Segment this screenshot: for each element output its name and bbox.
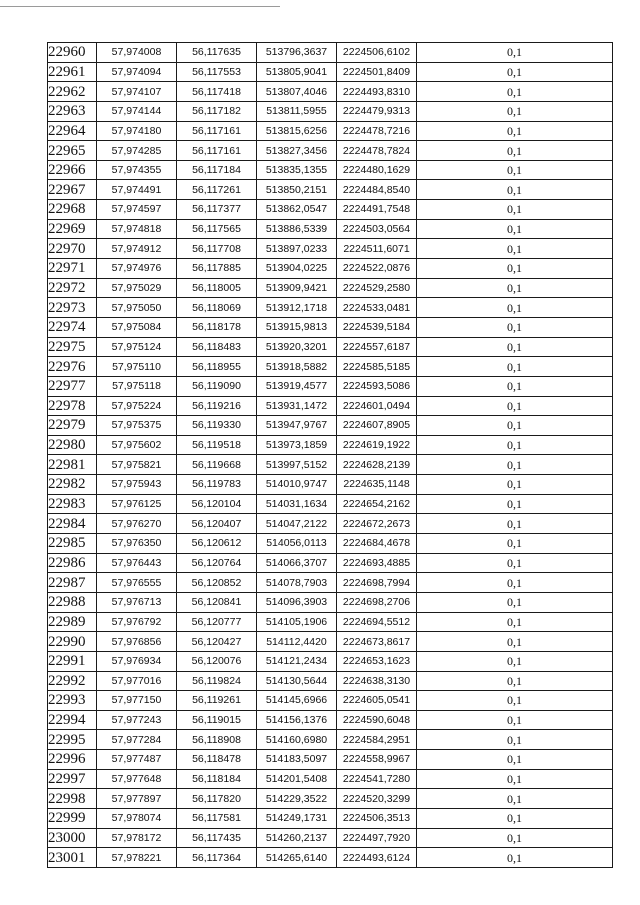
x-coordinate-cell: 514130,5644 xyxy=(257,671,337,691)
accuracy-cell: 0,1 xyxy=(417,710,613,730)
latitude-cell: 57,977150 xyxy=(97,691,177,711)
y-coordinate-cell: 2224522,0876 xyxy=(337,259,417,279)
latitude-cell: 57,974144 xyxy=(97,101,177,121)
longitude-cell: 56,119518 xyxy=(177,435,257,455)
point-number-cell: 22976 xyxy=(48,357,97,377)
longitude-cell: 56,117377 xyxy=(177,200,257,220)
table-row xyxy=(48,416,613,436)
accuracy-cell: 0,1 xyxy=(417,475,613,495)
point-number-cell: 22979 xyxy=(48,416,97,436)
x-coordinate-cell: 514229,3522 xyxy=(257,789,337,809)
x-coordinate-cell: 513796,3637 xyxy=(257,43,337,63)
latitude-cell: 57,975050 xyxy=(97,298,177,318)
longitude-cell: 56,117635 xyxy=(177,43,257,63)
coordinates-table-body xyxy=(48,43,613,868)
accuracy-cell: 0,1 xyxy=(417,376,613,396)
table-row xyxy=(48,200,613,220)
accuracy-cell: 0,1 xyxy=(417,219,613,239)
point-number-cell: 22988 xyxy=(48,592,97,612)
x-coordinate-cell: 513997,5152 xyxy=(257,455,337,475)
y-coordinate-cell: 2224605,0541 xyxy=(337,691,417,711)
accuracy-cell: 0,1 xyxy=(417,357,613,377)
point-number-cell: 22981 xyxy=(48,455,97,475)
y-coordinate-cell: 2224584,2951 xyxy=(337,730,417,750)
coordinates-table xyxy=(47,42,613,868)
longitude-cell: 56,117364 xyxy=(177,848,257,868)
x-coordinate-cell: 514249,1731 xyxy=(257,808,337,828)
latitude-cell: 57,975110 xyxy=(97,357,177,377)
accuracy-cell: 0,1 xyxy=(417,592,613,612)
x-coordinate-cell: 513897,0233 xyxy=(257,239,337,259)
accuracy-cell: 0,1 xyxy=(417,612,613,632)
longitude-cell: 56,117184 xyxy=(177,160,257,180)
x-coordinate-cell: 513827,3456 xyxy=(257,141,337,161)
longitude-cell: 56,120427 xyxy=(177,632,257,652)
y-coordinate-cell: 2224698,7994 xyxy=(337,573,417,593)
longitude-cell: 56,117565 xyxy=(177,219,257,239)
point-number-cell: 22978 xyxy=(48,396,97,416)
table-row xyxy=(48,376,613,396)
longitude-cell: 56,118908 xyxy=(177,730,257,750)
longitude-cell: 56,120841 xyxy=(177,592,257,612)
point-number-cell: 23001 xyxy=(48,848,97,868)
table-row xyxy=(48,671,613,691)
y-coordinate-cell: 2224694,5512 xyxy=(337,612,417,632)
latitude-cell: 57,975124 xyxy=(97,337,177,357)
table-row xyxy=(48,278,613,298)
accuracy-cell: 0,1 xyxy=(417,239,613,259)
table-row xyxy=(48,514,613,534)
latitude-cell: 57,976270 xyxy=(97,514,177,534)
table-row xyxy=(48,691,613,711)
y-coordinate-cell: 2224480,1629 xyxy=(337,160,417,180)
x-coordinate-cell: 514183,5097 xyxy=(257,750,337,770)
accuracy-cell: 0,1 xyxy=(417,730,613,750)
x-coordinate-cell: 514121,2434 xyxy=(257,651,337,671)
x-coordinate-cell: 514056,0113 xyxy=(257,534,337,554)
latitude-cell: 57,978074 xyxy=(97,808,177,828)
longitude-cell: 56,117418 xyxy=(177,82,257,102)
accuracy-cell: 0,1 xyxy=(417,416,613,436)
point-number-cell: 22975 xyxy=(48,337,97,357)
latitude-cell: 57,978221 xyxy=(97,848,177,868)
table-row xyxy=(48,141,613,161)
x-coordinate-cell: 514201,5408 xyxy=(257,769,337,789)
y-coordinate-cell: 2224491,7548 xyxy=(337,200,417,220)
accuracy-cell: 0,1 xyxy=(417,671,613,691)
y-coordinate-cell: 2224539,5184 xyxy=(337,317,417,337)
accuracy-cell: 0,1 xyxy=(417,750,613,770)
point-number-cell: 22982 xyxy=(48,475,97,495)
y-coordinate-cell: 2224628,2139 xyxy=(337,455,417,475)
table-row xyxy=(48,396,613,416)
table-row xyxy=(48,573,613,593)
accuracy-cell: 0,1 xyxy=(417,317,613,337)
latitude-cell: 57,975943 xyxy=(97,475,177,495)
longitude-cell: 56,117885 xyxy=(177,259,257,279)
table-row xyxy=(48,750,613,770)
accuracy-cell: 0,1 xyxy=(417,494,613,514)
y-coordinate-cell: 2224497,7920 xyxy=(337,828,417,848)
accuracy-cell: 0,1 xyxy=(417,82,613,102)
point-number-cell: 22999 xyxy=(48,808,97,828)
accuracy-cell: 0,1 xyxy=(417,553,613,573)
x-coordinate-cell: 513835,1355 xyxy=(257,160,337,180)
y-coordinate-cell: 2224693,4885 xyxy=(337,553,417,573)
latitude-cell: 57,977897 xyxy=(97,789,177,809)
point-number-cell: 22960 xyxy=(48,43,97,63)
y-coordinate-cell: 2224478,7216 xyxy=(337,121,417,141)
x-coordinate-cell: 514031,1634 xyxy=(257,494,337,514)
x-coordinate-cell: 514112,4420 xyxy=(257,632,337,652)
point-number-cell: 22970 xyxy=(48,239,97,259)
table-row xyxy=(48,848,613,868)
table-row xyxy=(48,710,613,730)
x-coordinate-cell: 514010,9747 xyxy=(257,475,337,495)
x-coordinate-cell: 514096,3903 xyxy=(257,592,337,612)
point-number-cell: 22983 xyxy=(48,494,97,514)
y-coordinate-cell: 2224529,2580 xyxy=(337,278,417,298)
table-row xyxy=(48,612,613,632)
latitude-cell: 57,976555 xyxy=(97,573,177,593)
x-coordinate-cell: 513811,5955 xyxy=(257,101,337,121)
longitude-cell: 56,120104 xyxy=(177,494,257,514)
latitude-cell: 57,977648 xyxy=(97,769,177,789)
latitude-cell: 57,974180 xyxy=(97,121,177,141)
point-number-cell: 22989 xyxy=(48,612,97,632)
y-coordinate-cell: 2224484,8540 xyxy=(337,180,417,200)
accuracy-cell: 0,1 xyxy=(417,298,613,318)
longitude-cell: 56,117553 xyxy=(177,62,257,82)
table-row xyxy=(48,62,613,82)
point-number-cell: 22991 xyxy=(48,651,97,671)
y-coordinate-cell: 2224684,4678 xyxy=(337,534,417,554)
table-row xyxy=(48,475,613,495)
accuracy-cell: 0,1 xyxy=(417,337,613,357)
table-row xyxy=(48,435,613,455)
latitude-cell: 57,976934 xyxy=(97,651,177,671)
point-number-cell: 22984 xyxy=(48,514,97,534)
longitude-cell: 56,118483 xyxy=(177,337,257,357)
y-coordinate-cell: 2224493,8310 xyxy=(337,82,417,102)
x-coordinate-cell: 513807,4046 xyxy=(257,82,337,102)
accuracy-cell: 0,1 xyxy=(417,789,613,809)
accuracy-cell: 0,1 xyxy=(417,101,613,121)
accuracy-cell: 0,1 xyxy=(417,455,613,475)
latitude-cell: 57,974912 xyxy=(97,239,177,259)
accuracy-cell: 0,1 xyxy=(417,396,613,416)
latitude-cell: 57,974285 xyxy=(97,141,177,161)
accuracy-cell: 0,1 xyxy=(417,160,613,180)
table-row xyxy=(48,534,613,554)
accuracy-cell: 0,1 xyxy=(417,808,613,828)
latitude-cell: 57,975118 xyxy=(97,376,177,396)
point-number-cell: 22969 xyxy=(48,219,97,239)
latitude-cell: 57,975029 xyxy=(97,278,177,298)
accuracy-cell: 0,1 xyxy=(417,632,613,652)
table-row xyxy=(48,337,613,357)
longitude-cell: 56,118184 xyxy=(177,769,257,789)
latitude-cell: 57,976856 xyxy=(97,632,177,652)
table-row xyxy=(48,180,613,200)
x-coordinate-cell: 513850,2151 xyxy=(257,180,337,200)
longitude-cell: 56,120764 xyxy=(177,553,257,573)
x-coordinate-cell: 513909,9421 xyxy=(257,278,337,298)
longitude-cell: 56,119668 xyxy=(177,455,257,475)
table-row xyxy=(48,43,613,63)
latitude-cell: 57,977016 xyxy=(97,671,177,691)
table-row xyxy=(48,828,613,848)
latitude-cell: 57,975375 xyxy=(97,416,177,436)
y-coordinate-cell: 2224585,5185 xyxy=(337,357,417,377)
accuracy-cell: 0,1 xyxy=(417,141,613,161)
y-coordinate-cell: 2224673,8617 xyxy=(337,632,417,652)
point-number-cell: 22977 xyxy=(48,376,97,396)
x-coordinate-cell: 514105,1906 xyxy=(257,612,337,632)
table-row xyxy=(48,101,613,121)
longitude-cell: 56,118955 xyxy=(177,357,257,377)
x-coordinate-cell: 513912,1718 xyxy=(257,298,337,318)
latitude-cell: 57,978172 xyxy=(97,828,177,848)
point-number-cell: 22968 xyxy=(48,200,97,220)
accuracy-cell: 0,1 xyxy=(417,43,613,63)
latitude-cell: 57,974094 xyxy=(97,62,177,82)
y-coordinate-cell: 2224506,6102 xyxy=(337,43,417,63)
y-coordinate-cell: 2224511,6071 xyxy=(337,239,417,259)
y-coordinate-cell: 2224607,8905 xyxy=(337,416,417,436)
latitude-cell: 57,977284 xyxy=(97,730,177,750)
table-row xyxy=(48,259,613,279)
latitude-cell: 57,974355 xyxy=(97,160,177,180)
y-coordinate-cell: 2224520,3299 xyxy=(337,789,417,809)
accuracy-cell: 0,1 xyxy=(417,691,613,711)
longitude-cell: 56,119824 xyxy=(177,671,257,691)
table-row xyxy=(48,808,613,828)
longitude-cell: 56,117182 xyxy=(177,101,257,121)
point-number-cell: 22986 xyxy=(48,553,97,573)
accuracy-cell: 0,1 xyxy=(417,62,613,82)
latitude-cell: 57,977243 xyxy=(97,710,177,730)
x-coordinate-cell: 514265,6140 xyxy=(257,848,337,868)
longitude-cell: 56,118069 xyxy=(177,298,257,318)
accuracy-cell: 0,1 xyxy=(417,651,613,671)
longitude-cell: 56,118178 xyxy=(177,317,257,337)
table-row xyxy=(48,494,613,514)
accuracy-cell: 0,1 xyxy=(417,848,613,868)
latitude-cell: 57,974008 xyxy=(97,43,177,63)
point-number-cell: 22971 xyxy=(48,259,97,279)
y-coordinate-cell: 2224653,1623 xyxy=(337,651,417,671)
x-coordinate-cell: 513973,1859 xyxy=(257,435,337,455)
accuracy-cell: 0,1 xyxy=(417,200,613,220)
point-number-cell: 22992 xyxy=(48,671,97,691)
table-row xyxy=(48,219,613,239)
x-coordinate-cell: 514156,1376 xyxy=(257,710,337,730)
longitude-cell: 56,118005 xyxy=(177,278,257,298)
point-number-cell: 22966 xyxy=(48,160,97,180)
y-coordinate-cell: 2224590,6048 xyxy=(337,710,417,730)
top-divider xyxy=(0,6,280,7)
table-row xyxy=(48,592,613,612)
y-coordinate-cell: 2224558,9967 xyxy=(337,750,417,770)
table-row xyxy=(48,553,613,573)
point-number-cell: 22998 xyxy=(48,789,97,809)
point-number-cell: 22972 xyxy=(48,278,97,298)
accuracy-cell: 0,1 xyxy=(417,828,613,848)
table-row xyxy=(48,651,613,671)
x-coordinate-cell: 513920,3201 xyxy=(257,337,337,357)
accuracy-cell: 0,1 xyxy=(417,534,613,554)
x-coordinate-cell: 513886,5339 xyxy=(257,219,337,239)
table-row xyxy=(48,317,613,337)
latitude-cell: 57,974976 xyxy=(97,259,177,279)
y-coordinate-cell: 2224635,1148 xyxy=(337,475,417,495)
latitude-cell: 57,974491 xyxy=(97,180,177,200)
accuracy-cell: 0,1 xyxy=(417,180,613,200)
point-number-cell: 22964 xyxy=(48,121,97,141)
accuracy-cell: 0,1 xyxy=(417,769,613,789)
table-row xyxy=(48,632,613,652)
longitude-cell: 56,117435 xyxy=(177,828,257,848)
point-number-cell: 23000 xyxy=(48,828,97,848)
y-coordinate-cell: 2224541,7280 xyxy=(337,769,417,789)
longitude-cell: 56,120852 xyxy=(177,573,257,593)
latitude-cell: 57,975821 xyxy=(97,455,177,475)
longitude-cell: 56,119783 xyxy=(177,475,257,495)
point-number-cell: 22973 xyxy=(48,298,97,318)
longitude-cell: 56,117581 xyxy=(177,808,257,828)
table-row xyxy=(48,789,613,809)
y-coordinate-cell: 2224557,6187 xyxy=(337,337,417,357)
x-coordinate-cell: 513918,5882 xyxy=(257,357,337,377)
longitude-cell: 56,120407 xyxy=(177,514,257,534)
table-row xyxy=(48,121,613,141)
y-coordinate-cell: 2224593,5086 xyxy=(337,376,417,396)
longitude-cell: 56,119330 xyxy=(177,416,257,436)
longitude-cell: 56,117820 xyxy=(177,789,257,809)
point-number-cell: 22995 xyxy=(48,730,97,750)
y-coordinate-cell: 2224506,3513 xyxy=(337,808,417,828)
y-coordinate-cell: 2224698,2706 xyxy=(337,592,417,612)
latitude-cell: 57,975602 xyxy=(97,435,177,455)
longitude-cell: 56,119090 xyxy=(177,376,257,396)
accuracy-cell: 0,1 xyxy=(417,278,613,298)
x-coordinate-cell: 513947,9767 xyxy=(257,416,337,436)
table-row xyxy=(48,455,613,475)
table-row xyxy=(48,239,613,259)
y-coordinate-cell: 2224479,9313 xyxy=(337,101,417,121)
longitude-cell: 56,120612 xyxy=(177,534,257,554)
x-coordinate-cell: 514260,2137 xyxy=(257,828,337,848)
latitude-cell: 57,975224 xyxy=(97,396,177,416)
x-coordinate-cell: 513862,0547 xyxy=(257,200,337,220)
longitude-cell: 56,119015 xyxy=(177,710,257,730)
longitude-cell: 56,118478 xyxy=(177,750,257,770)
y-coordinate-cell: 2224601,0494 xyxy=(337,396,417,416)
x-coordinate-cell: 514066,3707 xyxy=(257,553,337,573)
latitude-cell: 57,976350 xyxy=(97,534,177,554)
point-number-cell: 22962 xyxy=(48,82,97,102)
longitude-cell: 56,119261 xyxy=(177,691,257,711)
y-coordinate-cell: 2224478,7824 xyxy=(337,141,417,161)
x-coordinate-cell: 513919,4577 xyxy=(257,376,337,396)
longitude-cell: 56,117161 xyxy=(177,121,257,141)
latitude-cell: 57,975084 xyxy=(97,317,177,337)
accuracy-cell: 0,1 xyxy=(417,121,613,141)
y-coordinate-cell: 2224533,0481 xyxy=(337,298,417,318)
accuracy-cell: 0,1 xyxy=(417,573,613,593)
longitude-cell: 56,117708 xyxy=(177,239,257,259)
y-coordinate-cell: 2224503,0564 xyxy=(337,219,417,239)
x-coordinate-cell: 513915,9813 xyxy=(257,317,337,337)
table-row xyxy=(48,357,613,377)
longitude-cell: 56,119216 xyxy=(177,396,257,416)
longitude-cell: 56,117261 xyxy=(177,180,257,200)
point-number-cell: 22985 xyxy=(48,534,97,554)
latitude-cell: 57,976125 xyxy=(97,494,177,514)
longitude-cell: 56,120076 xyxy=(177,651,257,671)
latitude-cell: 57,976713 xyxy=(97,592,177,612)
y-coordinate-cell: 2224619,1922 xyxy=(337,435,417,455)
accuracy-cell: 0,1 xyxy=(417,514,613,534)
point-number-cell: 22994 xyxy=(48,710,97,730)
longitude-cell: 56,117161 xyxy=(177,141,257,161)
x-coordinate-cell: 514145,6966 xyxy=(257,691,337,711)
table-row xyxy=(48,82,613,102)
point-number-cell: 22974 xyxy=(48,317,97,337)
y-coordinate-cell: 2224493,6124 xyxy=(337,848,417,868)
point-number-cell: 22987 xyxy=(48,573,97,593)
table-row xyxy=(48,769,613,789)
longitude-cell: 56,120777 xyxy=(177,612,257,632)
table-row xyxy=(48,160,613,180)
y-coordinate-cell: 2224672,2673 xyxy=(337,514,417,534)
accuracy-cell: 0,1 xyxy=(417,259,613,279)
point-number-cell: 22961 xyxy=(48,62,97,82)
point-number-cell: 22996 xyxy=(48,750,97,770)
y-coordinate-cell: 2224501,8409 xyxy=(337,62,417,82)
point-number-cell: 22993 xyxy=(48,691,97,711)
latitude-cell: 57,976443 xyxy=(97,553,177,573)
y-coordinate-cell: 2224638,3130 xyxy=(337,671,417,691)
latitude-cell: 57,974818 xyxy=(97,219,177,239)
point-number-cell: 22980 xyxy=(48,435,97,455)
table-row xyxy=(48,730,613,750)
x-coordinate-cell: 513931,1472 xyxy=(257,396,337,416)
latitude-cell: 57,974107 xyxy=(97,82,177,102)
table-row xyxy=(48,298,613,318)
point-number-cell: 22997 xyxy=(48,769,97,789)
x-coordinate-cell: 514047,2122 xyxy=(257,514,337,534)
point-number-cell: 22967 xyxy=(48,180,97,200)
latitude-cell: 57,976792 xyxy=(97,612,177,632)
point-number-cell: 22965 xyxy=(48,141,97,161)
x-coordinate-cell: 513904,0225 xyxy=(257,259,337,279)
point-number-cell: 22963 xyxy=(48,101,97,121)
x-coordinate-cell: 514160,6980 xyxy=(257,730,337,750)
x-coordinate-cell: 514078,7903 xyxy=(257,573,337,593)
latitude-cell: 57,977487 xyxy=(97,750,177,770)
y-coordinate-cell: 2224654,2162 xyxy=(337,494,417,514)
accuracy-cell: 0,1 xyxy=(417,435,613,455)
point-number-cell: 22990 xyxy=(48,632,97,652)
x-coordinate-cell: 513815,6256 xyxy=(257,121,337,141)
latitude-cell: 57,974597 xyxy=(97,200,177,220)
x-coordinate-cell: 513805,9041 xyxy=(257,62,337,82)
